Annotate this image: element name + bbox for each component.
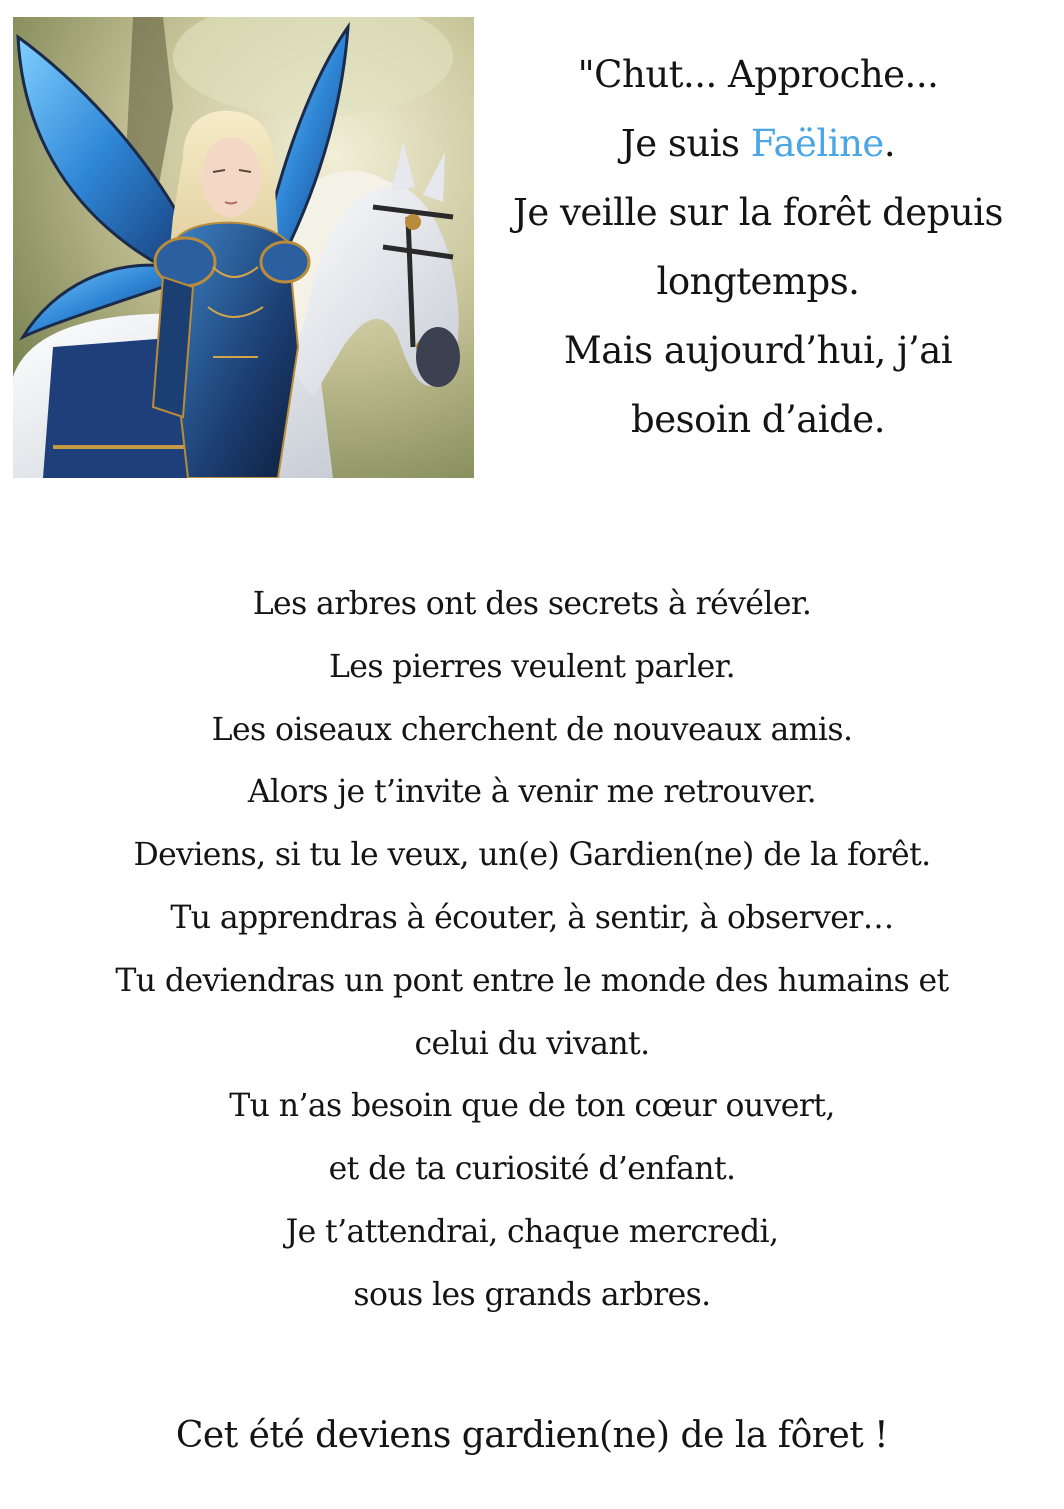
body-line: Les arbres ont des secrets à révéler.	[252, 586, 812, 622]
intro-line-6: besoin d’aide.	[631, 398, 885, 441]
body-line: Tu deviendras un pont entre le monde des humains et	[115, 962, 949, 999]
closing-call-to-action: Cet été deviens gardien(ne) de la fôret !	[175, 1415, 889, 1456]
body-line: Je t’attendrai, chaque mercredi,	[285, 1213, 779, 1250]
body-line: celui du vivant.	[414, 1025, 650, 1062]
intro-line-1: "Chut... Approche...	[577, 53, 939, 96]
fairy-horse-picture	[13, 17, 474, 478]
body-line: et de ta curiosité d’enfant.	[328, 1151, 736, 1188]
fairy-name: Faëline	[750, 122, 884, 165]
body-line: Alors je t’invite à venir me retrouver.	[247, 774, 817, 811]
body-line: Deviens, si tu le veux, un(e) Gardien(ne) de la forêt.	[133, 837, 931, 874]
body-line: Tu n’as besoin que de ton cœur ouvert,	[229, 1088, 835, 1125]
body-line: Les pierres veulent parler.	[328, 648, 736, 685]
fairy-knight-illustration	[13, 17, 474, 478]
intro-line-2-prefix: Je suis	[620, 122, 751, 165]
intro-line-2	[478, 109, 1038, 178]
body-line: Les oiseaux cherchent de nouveaux amis.	[211, 711, 853, 748]
body-line: Tu apprendras à écouter, à sentir, à observer…	[170, 899, 894, 936]
invitation-body	[0, 573, 1064, 1327]
intro-text	[478, 40, 1038, 454]
intro-line-5: Mais aujourd’hui, j’ai	[563, 329, 953, 372]
intro-line-4: longtemps.	[656, 260, 860, 303]
intro-line-2-suffix: .	[883, 122, 896, 165]
body-line: sous les grands arbres.	[353, 1276, 711, 1313]
intro-line-3: Je veille sur la forêt depuis	[513, 191, 1003, 234]
